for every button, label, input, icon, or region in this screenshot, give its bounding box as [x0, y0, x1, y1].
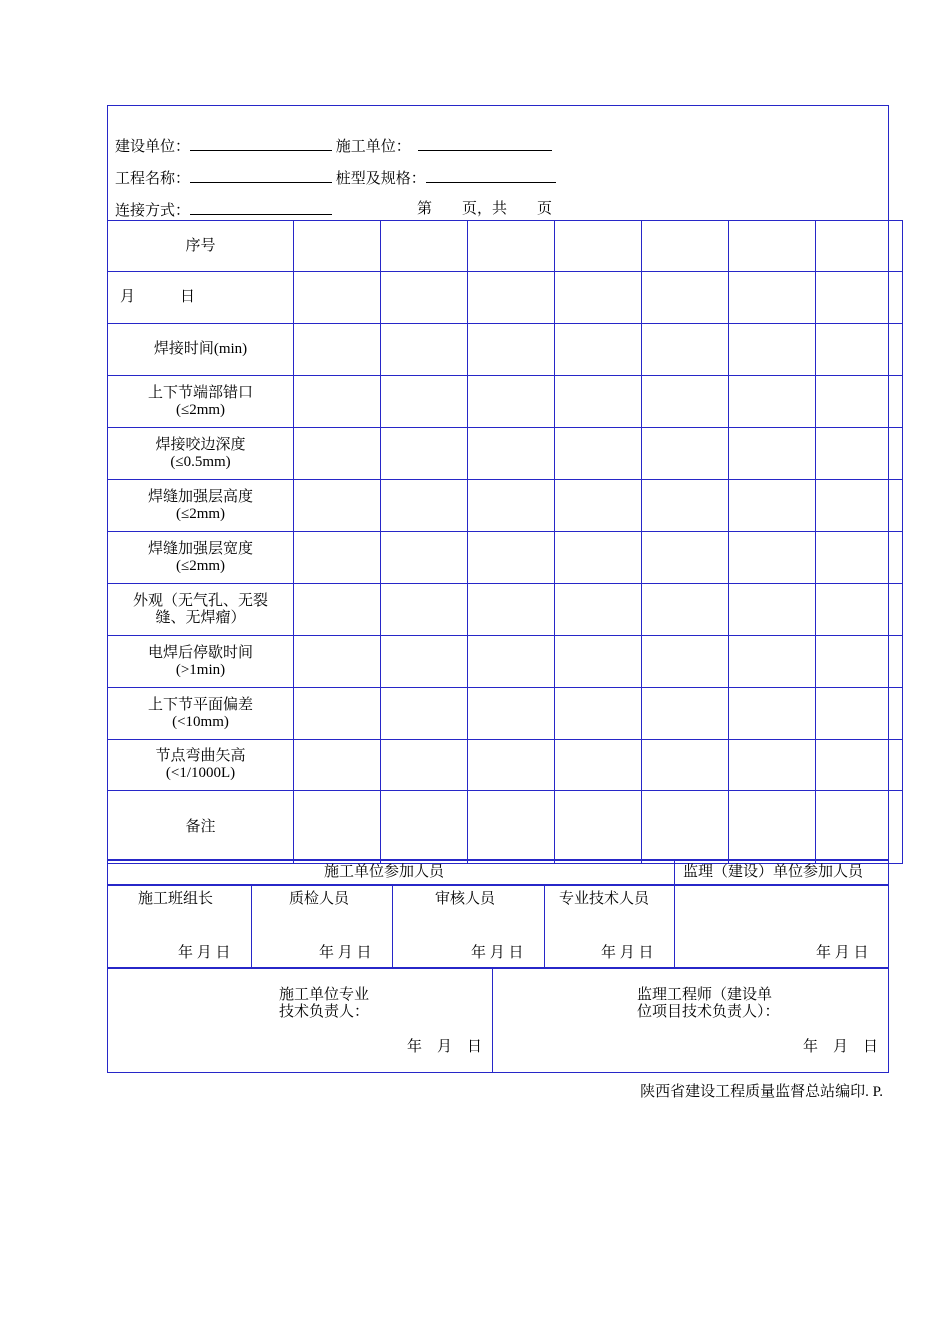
technician-date: 年 月 日 [601, 945, 654, 961]
row-label: 电焊后停歇时间 (>1min) [108, 636, 294, 688]
construction-unit-field[interactable] [190, 136, 332, 151]
data-cell[interactable] [729, 532, 816, 584]
project-name-label: 工程名称： [115, 171, 191, 187]
data-cell[interactable] [468, 324, 555, 376]
table-row [108, 740, 903, 791]
data-cell[interactable] [381, 272, 468, 324]
inspector-date: 年 月 日 [319, 945, 372, 961]
team-leader-date: 年 月 日 [178, 945, 231, 961]
data-cell[interactable] [468, 428, 555, 480]
data-cell[interactable] [555, 376, 642, 428]
data-cell[interactable] [294, 480, 381, 532]
row-label: 月 日 [108, 272, 294, 324]
data-cell[interactable] [816, 584, 903, 636]
data-cell[interactable] [642, 636, 729, 688]
data-cell[interactable] [381, 221, 468, 272]
data-cell[interactable] [555, 428, 642, 480]
page-indicator: 第 页，共 页 [417, 201, 553, 217]
data-cell[interactable] [816, 532, 903, 584]
data-cell[interactable] [468, 376, 555, 428]
data-cell[interactable] [729, 740, 816, 791]
header-line-3 [115, 200, 332, 220]
row-label: 备注 [108, 791, 294, 864]
technician-label: 专业技术人员 [559, 891, 650, 907]
table-row [108, 791, 903, 864]
data-cell[interactable] [555, 324, 642, 376]
supervisor-date: 年 月 日 [816, 945, 869, 961]
data-cell[interactable] [381, 532, 468, 584]
data-cell[interactable] [381, 688, 468, 740]
data-cell[interactable] [729, 272, 816, 324]
builder-participants-title: 施工单位参加人员 [324, 864, 445, 880]
data-cell[interactable] [816, 688, 903, 740]
data-cell[interactable] [381, 428, 468, 480]
divider [107, 967, 889, 969]
builder-tech-head-date: 年 月 日 [407, 1039, 483, 1055]
data-cell[interactable] [468, 584, 555, 636]
data-cell[interactable] [294, 584, 381, 636]
header-line-2 [115, 168, 556, 188]
pile-type-field[interactable] [426, 168, 556, 183]
data-cell[interactable] [555, 272, 642, 324]
data-cell[interactable] [816, 324, 903, 376]
data-cell[interactable] [294, 791, 381, 864]
pile-type-label: 桩型及规格： [335, 171, 426, 187]
data-cell[interactable] [729, 428, 816, 480]
data-cell[interactable] [642, 324, 729, 376]
row-label: 上下节平面偏差 (<10mm) [108, 688, 294, 740]
data-cell[interactable] [729, 688, 816, 740]
data-cell[interactable] [729, 584, 816, 636]
data-cell[interactable] [729, 791, 816, 864]
section-divider [107, 859, 889, 861]
connection-field[interactable] [190, 200, 332, 215]
connection-label: 连接方式： [115, 203, 191, 219]
data-cell[interactable] [555, 221, 642, 272]
row-label: 焊接时间(min) [108, 324, 294, 376]
data-cell[interactable] [816, 480, 903, 532]
table-row [108, 376, 903, 428]
data-cell[interactable] [381, 324, 468, 376]
data-cell[interactable] [642, 272, 729, 324]
data-cell[interactable] [381, 740, 468, 791]
data-cell[interactable] [294, 221, 381, 272]
data-cell[interactable] [468, 480, 555, 532]
divider [251, 885, 252, 968]
row-label: 焊缝加强层宽度 (≤2mm) [108, 532, 294, 584]
data-cell[interactable] [294, 740, 381, 791]
weld-inspection-table [107, 220, 903, 864]
data-cell[interactable] [468, 272, 555, 324]
data-cell[interactable] [468, 740, 555, 791]
data-cell[interactable] [468, 636, 555, 688]
table-row [108, 636, 903, 688]
header-line-1 [115, 136, 552, 156]
data-cell[interactable] [642, 428, 729, 480]
data-cell[interactable] [468, 791, 555, 864]
data-cell[interactable] [381, 584, 468, 636]
row-label: 焊缝加强层高度 (≤2mm) [108, 480, 294, 532]
data-cell[interactable] [816, 272, 903, 324]
supervisor-engineer-date: 年 月 日 [803, 1039, 879, 1055]
data-cell[interactable] [555, 584, 642, 636]
inspector-label: 质检人员 [289, 891, 350, 907]
table-row [108, 272, 903, 324]
team-leader-label: 施工班组长 [138, 891, 214, 907]
table-row [108, 221, 903, 272]
data-cell[interactable] [642, 480, 729, 532]
data-cell[interactable] [381, 376, 468, 428]
data-cell[interactable] [468, 532, 555, 584]
data-cell[interactable] [468, 221, 555, 272]
table-row [108, 532, 903, 584]
data-cell[interactable] [294, 272, 381, 324]
data-cell[interactable] [816, 428, 903, 480]
data-cell[interactable] [729, 636, 816, 688]
row-label: 外观（无气孔、无裂 缝、无焊瘤） [108, 584, 294, 636]
data-cell[interactable] [555, 480, 642, 532]
supervisor-participants-title: 监理（建设）单位参加人员 [683, 864, 864, 880]
data-cell[interactable] [642, 791, 729, 864]
reviewer-date: 年 月 日 [471, 945, 524, 961]
data-cell[interactable] [729, 221, 816, 272]
table-row [108, 428, 903, 480]
data-cell[interactable] [294, 324, 381, 376]
table-row [108, 324, 903, 376]
footer-compiled-by: 陕西省建设工程质量监督总站编印. P. [640, 1084, 883, 1100]
builder-tech-head-label: 施工单位专业 技术负责人： [279, 987, 370, 1020]
data-cell[interactable] [294, 688, 381, 740]
row-label: 序号 [108, 221, 294, 272]
data-cell[interactable] [294, 428, 381, 480]
table-row [108, 688, 903, 740]
data-cell[interactable] [642, 376, 729, 428]
data-cell[interactable] [294, 532, 381, 584]
builder-unit-label: 施工单位： [335, 139, 411, 155]
data-cell[interactable] [381, 636, 468, 688]
data-cell[interactable] [816, 221, 903, 272]
data-cell[interactable] [294, 376, 381, 428]
divider [492, 968, 493, 1073]
data-cell[interactable] [642, 688, 729, 740]
divider [674, 860, 675, 968]
data-cell[interactable] [729, 324, 816, 376]
construction-unit-label: 建设单位： [115, 139, 191, 155]
data-cell[interactable] [381, 480, 468, 532]
data-cell[interactable] [555, 636, 642, 688]
table-row [108, 480, 903, 532]
data-cell[interactable] [816, 791, 903, 864]
divider [392, 885, 393, 968]
supervisor-engineer-label: 监理工程师（建设单 位项目技术负责人）： [637, 987, 780, 1020]
data-cell[interactable] [816, 636, 903, 688]
table-row [108, 584, 903, 636]
data-cell[interactable] [816, 740, 903, 791]
data-cell[interactable] [555, 740, 642, 791]
data-cell[interactable] [468, 688, 555, 740]
data-cell[interactable] [381, 791, 468, 864]
divider [107, 884, 889, 886]
data-cell[interactable] [642, 221, 729, 272]
row-label: 节点弯曲矢高 (<1/1000L) [108, 740, 294, 791]
data-cell[interactable] [642, 740, 729, 791]
data-cell[interactable] [294, 636, 381, 688]
data-cell[interactable] [816, 376, 903, 428]
data-cell[interactable] [555, 688, 642, 740]
data-cell[interactable] [729, 376, 816, 428]
data-cell[interactable] [555, 532, 642, 584]
data-cell[interactable] [642, 584, 729, 636]
data-cell[interactable] [642, 532, 729, 584]
builder-unit-field[interactable] [418, 136, 552, 151]
row-label: 焊接咬边深度 (≤0.5mm) [108, 428, 294, 480]
project-name-field[interactable] [190, 168, 332, 183]
data-cell[interactable] [729, 480, 816, 532]
reviewer-label: 审核人员 [435, 891, 496, 907]
data-cell[interactable] [555, 791, 642, 864]
form-header [107, 105, 889, 221]
divider [544, 885, 545, 968]
row-label: 上下节端部错口 (≤2mm) [108, 376, 294, 428]
